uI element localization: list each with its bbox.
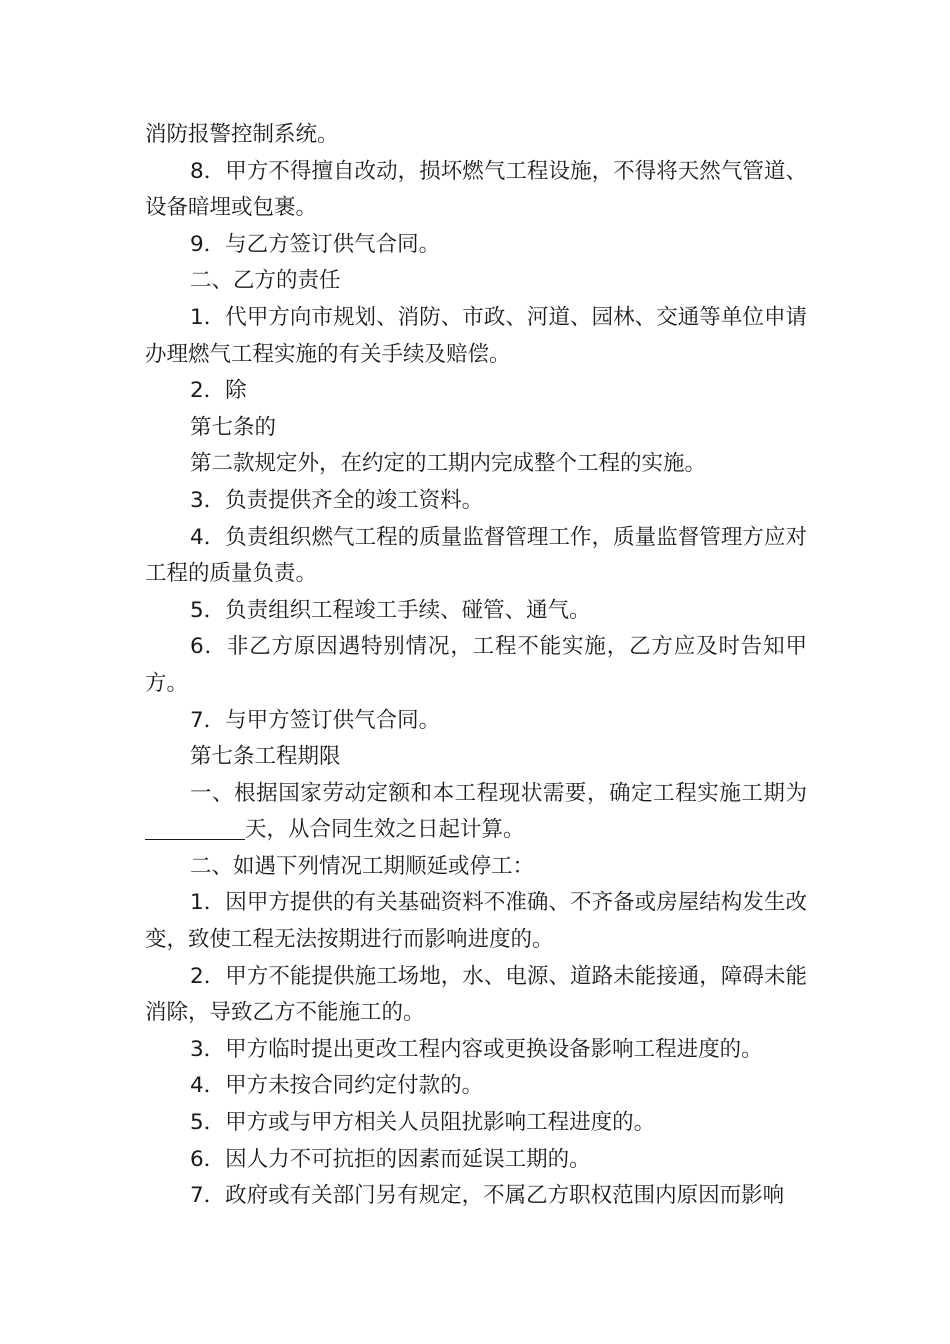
paragraph-delay-heading: 二、如遇下列情况工期顺延或停工： (190, 853, 535, 879)
paragraph-delay-5: 5．甲方或与甲方相关人员阻扰影响工程进度的。 (190, 1110, 656, 1136)
term-clause-after: 天，从合同生效之日起计算。 (245, 817, 525, 843)
paragraph-clause-b6: 6．非乙方原因遇特别情况，工程不能实施，乙方应及时告知甲方。 (145, 634, 807, 696)
paragraph-term-clause (145, 776, 807, 849)
paragraph-clause-a8: 8．甲方不得擅自改动，损坏燃气工程设施，不得将天然气管道、设备暗埋或包裹。 (145, 158, 807, 221)
paragraph-clause-b7: 7．与甲方签订供气合同。 (190, 707, 441, 733)
paragraph-clause-a9: 9．与乙方签订供气合同。 (190, 231, 441, 257)
term-days-blank[interactable] (145, 815, 245, 840)
paragraph-delay-7: 7．政府或有关部门另有规定，不属乙方职权范围内原因而影响 (190, 1183, 785, 1209)
paragraph-clause-b2-cont: 第二款规定外，在约定的工期内完成整个工程的实施。 (190, 451, 707, 477)
article-heading-term: 第七条工程期限 (190, 744, 341, 770)
paragraph-delay-2: 2．甲方不能提供施工场地，水、电源、道路未能接通，障碍未能消除，导致乙方不能施工的。 (145, 963, 807, 1026)
term-clause-before: 一、根据国家劳动定额和本工程现状需要，确定工程实施工期为 (190, 780, 807, 806)
paragraph-clause-b5: 5．负责组织工程竣工手续、碰管、通气。 (190, 597, 591, 623)
paragraph-delay-1: 1．因甲方提供的有关基础资料不准确、不齐备或房屋结构发生改变，致使工程无法按期进行而影响进度的。 (145, 890, 807, 953)
document-page (145, 117, 807, 1215)
section-heading-party-b: 二、乙方的责任 (190, 268, 341, 294)
paragraph-delay-6: 6．因人力不可抗拒的因素而延误工期的。 (190, 1146, 591, 1172)
paragraph-clause-b2: 2．除 (190, 378, 247, 404)
paragraph-clause-b3: 3．负责提供齐全的竣工资料。 (190, 487, 484, 513)
paragraph-fire-alarm: 消防报警控制系统。 (145, 122, 339, 147)
paragraph-clause-b1: 1．代甲方向市规划、消防、市政、河道、园林、交通等单位申请办理燃气工程实施的有关手续及赔偿。 (145, 304, 807, 367)
paragraph-delay-4: 4．甲方未按合同约定付款的。 (190, 1073, 484, 1099)
paragraph-clause-b4: 4．负责组织燃气工程的质量监督管理工作，质量监督管理方应对工程的质量负责。 (145, 524, 807, 587)
paragraph-delay-3: 3．甲方临时提出更改工程内容或更换设备影响工程进度的。 (190, 1036, 763, 1062)
paragraph-clause-b2-ref: 第七条的 (190, 414, 277, 440)
